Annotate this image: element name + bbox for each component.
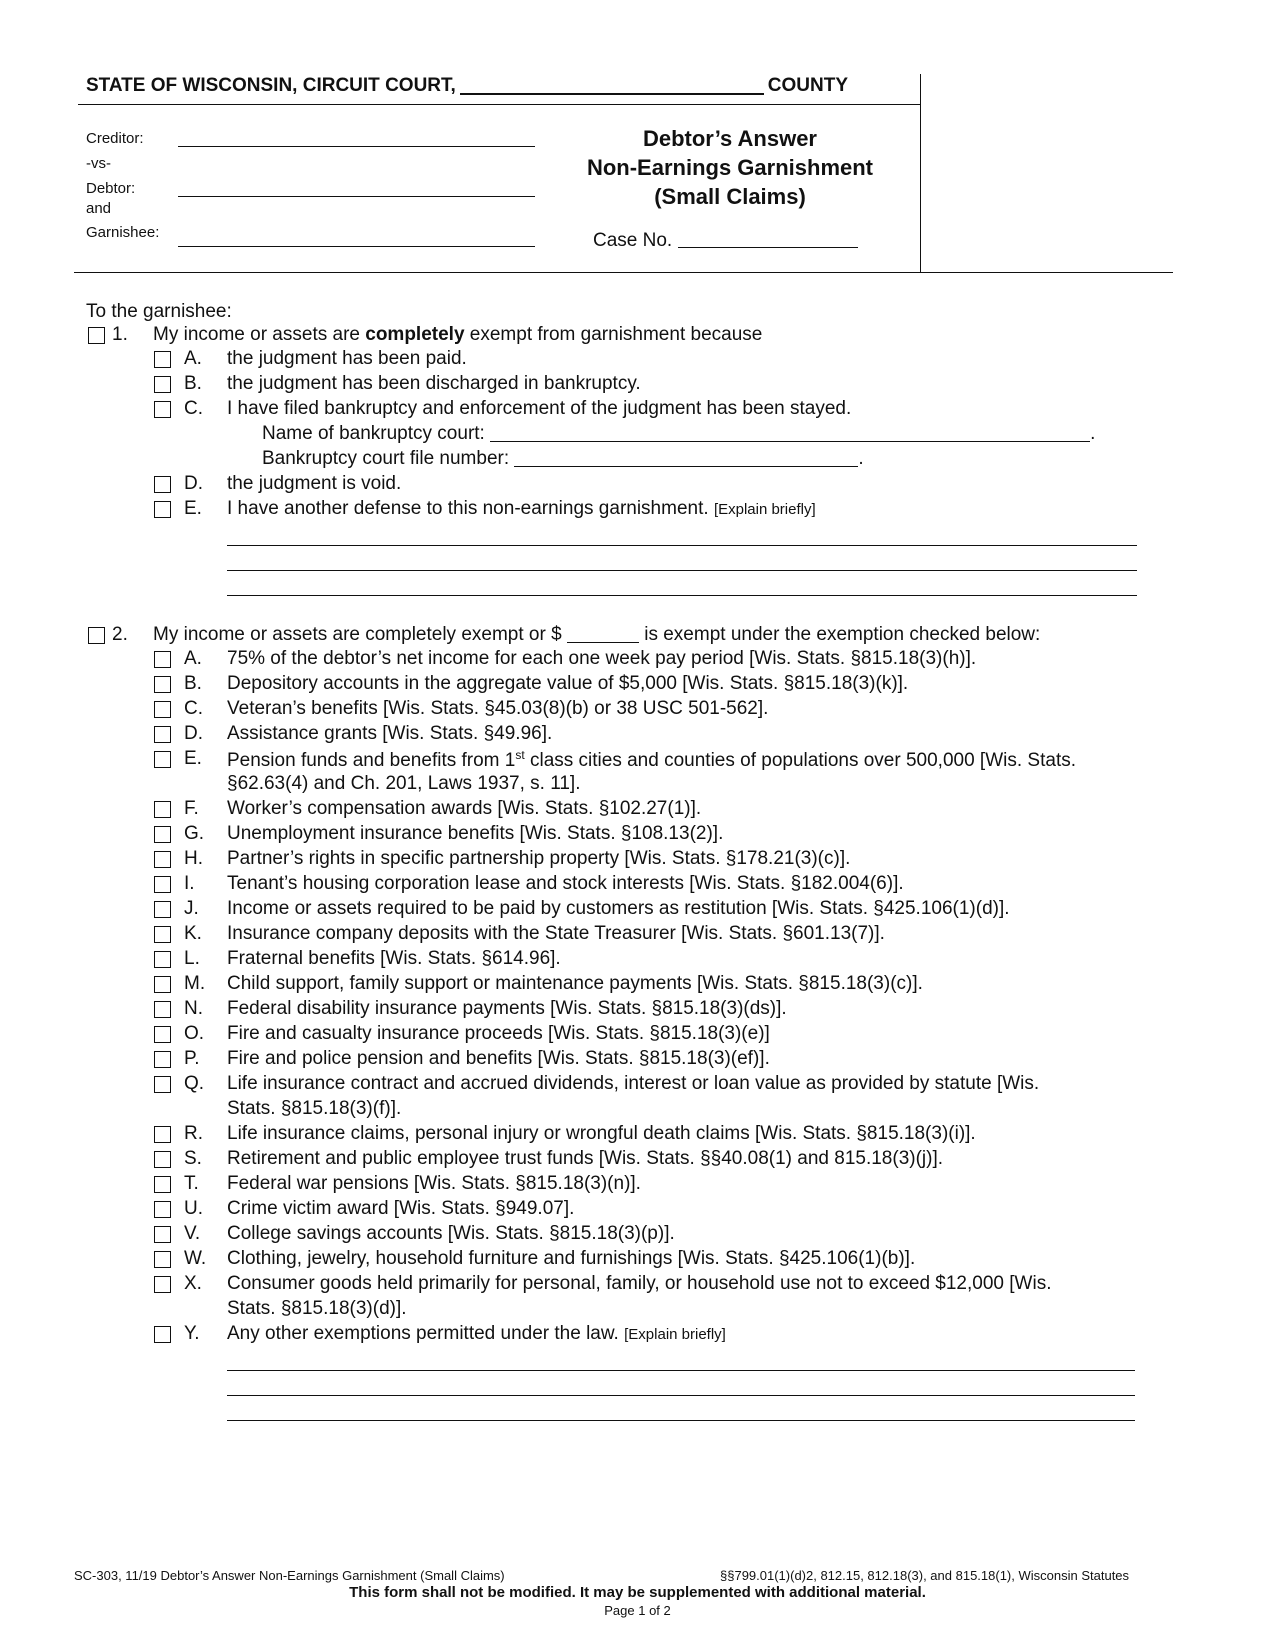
- s2-l-letter: L.: [184, 948, 200, 969]
- s2-b-checkbox[interactable]: [154, 676, 171, 693]
- s2-u-text: Crime victim award [Wis. Stats. §949.07].: [227, 1198, 575, 1219]
- s2-y-checkbox[interactable]: [154, 1326, 171, 1343]
- debtor-label: Debtor:: [86, 180, 136, 197]
- s2-j-letter: J.: [184, 898, 199, 919]
- s1-e-text: I have another defense to this non-earnings garnishment. [Explain briefly]: [227, 498, 816, 519]
- s2-m-checkbox[interactable]: [154, 976, 171, 993]
- s2-f-letter: F.: [184, 798, 199, 819]
- s2-h-text: Partner’s rights in specific partnership property [Wis. Stats. §178.21(3)(c)].: [227, 848, 851, 869]
- s2-l-checkbox[interactable]: [154, 951, 171, 968]
- s2-i-text: Tenant’s housing corporation lease and stock interests [Wis. Stats. §182.004(6)].: [227, 873, 904, 894]
- s2-n-text: Federal disability insurance payments [Wis. Stats. §815.18(3)(ds)].: [227, 998, 787, 1019]
- s2-q-letter: Q.: [184, 1073, 205, 1094]
- s2-v-checkbox[interactable]: [154, 1226, 171, 1243]
- s1-c-letter: C.: [184, 398, 203, 419]
- s2-p-text: Fire and police pension and benefits [Wis. Stats. §815.18(3)(ef)].: [227, 1048, 770, 1069]
- s2-g-text: Unemployment insurance benefits [Wis. Stats. §108.13(2)].: [227, 823, 724, 844]
- case-no-blank[interactable]: [678, 231, 858, 248]
- s2-k-letter: K.: [184, 923, 202, 944]
- header-rule: [78, 104, 920, 105]
- s2-l-text: Fraternal benefits [Wis. Stats. §614.96].: [227, 948, 561, 969]
- footer-form-id: SC-303, 11/19 Debtor’s Answer Non-Earnings Garnishment (Small Claims): [74, 1568, 505, 1583]
- s1-d-checkbox[interactable]: [154, 476, 171, 493]
- and-label: and: [86, 200, 112, 217]
- section1-checkbox[interactable]: [88, 327, 105, 344]
- s2-f-text: Worker’s compensation awards [Wis. Stats. §102.27(1)].: [227, 798, 702, 819]
- s1-a-checkbox[interactable]: [154, 351, 171, 368]
- section2-checkbox[interactable]: [88, 627, 105, 644]
- s1-c-text: I have filed bankruptcy and enforcement of the judgment has been stayed.: [227, 398, 852, 419]
- debtor-line[interactable]: [178, 196, 535, 197]
- s2-t-checkbox[interactable]: [154, 1176, 171, 1193]
- s2-c-text: Veteran’s benefits [Wis. Stats. §45.03(8)(b) or 38 USC 501-562].: [227, 698, 769, 719]
- s2-e-text-cont: §62.63(4) and Ch. 201, Laws 1937, s. 11].: [227, 773, 581, 794]
- s2-c-letter: C.: [184, 698, 203, 719]
- bankruptcy-court-row: Name of bankruptcy court: .: [262, 423, 1096, 444]
- s2-e-letter: E.: [184, 748, 202, 769]
- s2-i-letter: I.: [184, 873, 195, 894]
- s2-r-checkbox[interactable]: [154, 1126, 171, 1143]
- footer-notice: This form shall not be modified. It may be supplemented with additional material.: [349, 1584, 926, 1601]
- s1-b-checkbox[interactable]: [154, 376, 171, 393]
- footer-statutes: §§799.01(1)(d)2, 812.15, 812.18(3), and 815.18(1), Wisconsin Statutes: [720, 1568, 1130, 1583]
- s2-q-text: Life insurance contract and accrued dividends, interest or loan value as provided by statute [Wis.: [227, 1073, 1040, 1094]
- s2-a-text: 75% of the debtor’s net income for each one week pay period [Wis. Stats. §815.18(3)(h)].: [227, 648, 977, 669]
- case-number: [593, 230, 858, 252]
- s2-x-text: Consumer goods held primarily for personal, family, or household use not to exceed $12,000 [Wis.: [227, 1273, 1052, 1294]
- s2-o-checkbox[interactable]: [154, 1026, 171, 1043]
- explain2-line2[interactable]: [227, 1395, 1135, 1396]
- s2-o-letter: O.: [184, 1023, 205, 1044]
- s2-p-checkbox[interactable]: [154, 1051, 171, 1068]
- s2-v-text: College savings accounts [Wis. Stats. §815.18(3)(p)].: [227, 1223, 675, 1244]
- form-title: [560, 124, 900, 211]
- s2-n-checkbox[interactable]: [154, 1001, 171, 1018]
- s1-c-checkbox[interactable]: [154, 401, 171, 418]
- creditor-line[interactable]: [178, 146, 535, 147]
- s2-q-text-cont: Stats. §815.18(3)(f)].: [227, 1098, 402, 1119]
- explain1-line2[interactable]: [227, 570, 1137, 571]
- s2-h-checkbox[interactable]: [154, 851, 171, 868]
- garnishee-label: Garnishee:: [86, 224, 160, 241]
- s2-c-checkbox[interactable]: [154, 701, 171, 718]
- case-no-label: Case No.: [593, 230, 673, 251]
- s2-i-checkbox[interactable]: [154, 876, 171, 893]
- bankruptcy-court-blank[interactable]: [490, 424, 1090, 442]
- garnishee-line[interactable]: [178, 246, 535, 247]
- form-title-line2: Non-Earnings Garnishment: [586, 155, 874, 180]
- s2-w-letter: W.: [184, 1248, 207, 1269]
- section2-number: 2.: [112, 624, 128, 645]
- s2-d-text: Assistance grants [Wis. Stats. §49.96].: [227, 723, 553, 744]
- s2-q-checkbox[interactable]: [154, 1076, 171, 1093]
- form-title-line3: (Small Claims): [654, 184, 806, 209]
- s2-a-letter: A.: [184, 648, 202, 669]
- caption-divider: [920, 74, 921, 272]
- county-blank[interactable]: [460, 75, 764, 95]
- s2-t-text: Federal war pensions [Wis. Stats. §815.18(3)(n)].: [227, 1173, 641, 1194]
- s2-x-text-cont: Stats. §815.18(3)(d)].: [227, 1298, 407, 1319]
- s2-a-checkbox[interactable]: [154, 651, 171, 668]
- section1-number: 1.: [112, 324, 128, 345]
- explain1-line3[interactable]: [227, 595, 1137, 596]
- s2-r-text: Life insurance claims, personal injury or wrongful death claims [Wis. Stats. §815.18(3)(i)].: [227, 1123, 976, 1144]
- s2-j-text: Income or assets required to be paid by customers as restitution [Wis. Stats. §425.106(1)(d)].: [227, 898, 1010, 919]
- s2-o-text: Fire and casualty insurance proceeds [Wis. Stats. §815.18(3)(e)]: [227, 1023, 770, 1044]
- s2-w-checkbox[interactable]: [154, 1251, 171, 1268]
- bankruptcy-file-row: Bankruptcy court file number: .: [262, 448, 864, 469]
- s2-f-checkbox[interactable]: [154, 801, 171, 818]
- s2-m-letter: M.: [184, 973, 206, 994]
- s2-s-text: Retirement and public employee trust funds [Wis. Stats. §§40.08(1) and 815.18(3)(j)].: [227, 1148, 944, 1169]
- s2-u-letter: U.: [184, 1198, 203, 1219]
- intro-text: To the garnishee:: [86, 301, 232, 322]
- s2-v-letter: V.: [184, 1223, 201, 1244]
- s1-a-text: the judgment has been paid.: [227, 348, 467, 369]
- s2-s-checkbox[interactable]: [154, 1151, 171, 1168]
- exempt-amount-blank[interactable]: [567, 625, 639, 643]
- s1-b-text: the judgment has been discharged in bankruptcy.: [227, 373, 641, 394]
- s2-e-text: Pension funds and benefits from 1st class cities and counties of populations over 500,000 [Wis. Stats.: [227, 748, 1076, 771]
- s2-j-checkbox[interactable]: [154, 901, 171, 918]
- s2-d-letter: D.: [184, 723, 203, 744]
- s2-k-checkbox[interactable]: [154, 926, 171, 943]
- s2-e-checkbox[interactable]: [154, 751, 171, 768]
- s2-h-letter: H.: [184, 848, 203, 869]
- s2-d-checkbox[interactable]: [154, 726, 171, 743]
- s1-d-letter: D.: [184, 473, 203, 494]
- s2-t-letter: T.: [184, 1173, 199, 1194]
- s2-w-text: Clothing, jewelry, household furniture and furnishings [Wis. Stats. §425.106(1)(b)].: [227, 1248, 916, 1269]
- s1-a-letter: A.: [184, 348, 202, 369]
- s2-b-text: Depository accounts in the aggregate value of $5,000 [Wis. Stats. §815.18(3)(k)].: [227, 673, 909, 694]
- county-label: COUNTY: [767, 75, 849, 96]
- s2-y-text: Any other exemptions permitted under the law. [Explain briefly]: [227, 1323, 726, 1344]
- s2-s-letter: S.: [184, 1148, 202, 1169]
- s1-d-text: the judgment is void.: [227, 473, 402, 494]
- court-heading: [86, 75, 848, 97]
- s2-n-letter: N.: [184, 998, 203, 1019]
- creditor-label: Creditor:: [86, 130, 144, 147]
- s2-m-text: Child support, family support or maintenance payments [Wis. Stats. §815.18(3)(c)].: [227, 973, 923, 994]
- vs-label: -vs-: [86, 155, 111, 172]
- s2-b-letter: B.: [184, 673, 202, 694]
- s2-p-letter: P.: [184, 1048, 200, 1069]
- bankruptcy-file-blank[interactable]: [514, 449, 858, 467]
- s2-k-text: Insurance company deposits with the State Treasurer [Wis. Stats. §601.13(7)].: [227, 923, 885, 944]
- explain2-line3[interactable]: [227, 1420, 1135, 1421]
- s1-e-checkbox[interactable]: [154, 501, 171, 518]
- page-number: Page 1 of 2: [604, 1603, 671, 1618]
- s2-x-checkbox[interactable]: [154, 1276, 171, 1293]
- section1-text: My income or assets are completely exempt from garnishment because: [153, 324, 763, 345]
- s2-r-letter: R.: [184, 1123, 203, 1144]
- s2-g-checkbox[interactable]: [154, 826, 171, 843]
- explain1-line1[interactable]: [227, 545, 1137, 546]
- section2-text: My income or assets are completely exempt or $ is exempt under the exemption checked below:: [153, 624, 1041, 645]
- explain2-line1[interactable]: [227, 1370, 1135, 1371]
- s1-b-letter: B.: [184, 373, 202, 394]
- court-prefix: STATE OF WISCONSIN, CIRCUIT COURT,: [86, 75, 456, 96]
- s2-y-letter: Y.: [184, 1323, 200, 1344]
- s1-e-letter: E.: [184, 498, 202, 519]
- s2-u-checkbox[interactable]: [154, 1201, 171, 1218]
- s2-x-letter: X.: [184, 1273, 202, 1294]
- form-title-line1: Debtor’s Answer: [642, 126, 817, 151]
- s2-g-letter: G.: [184, 823, 205, 844]
- caption-bottom-rule: [74, 272, 1173, 273]
